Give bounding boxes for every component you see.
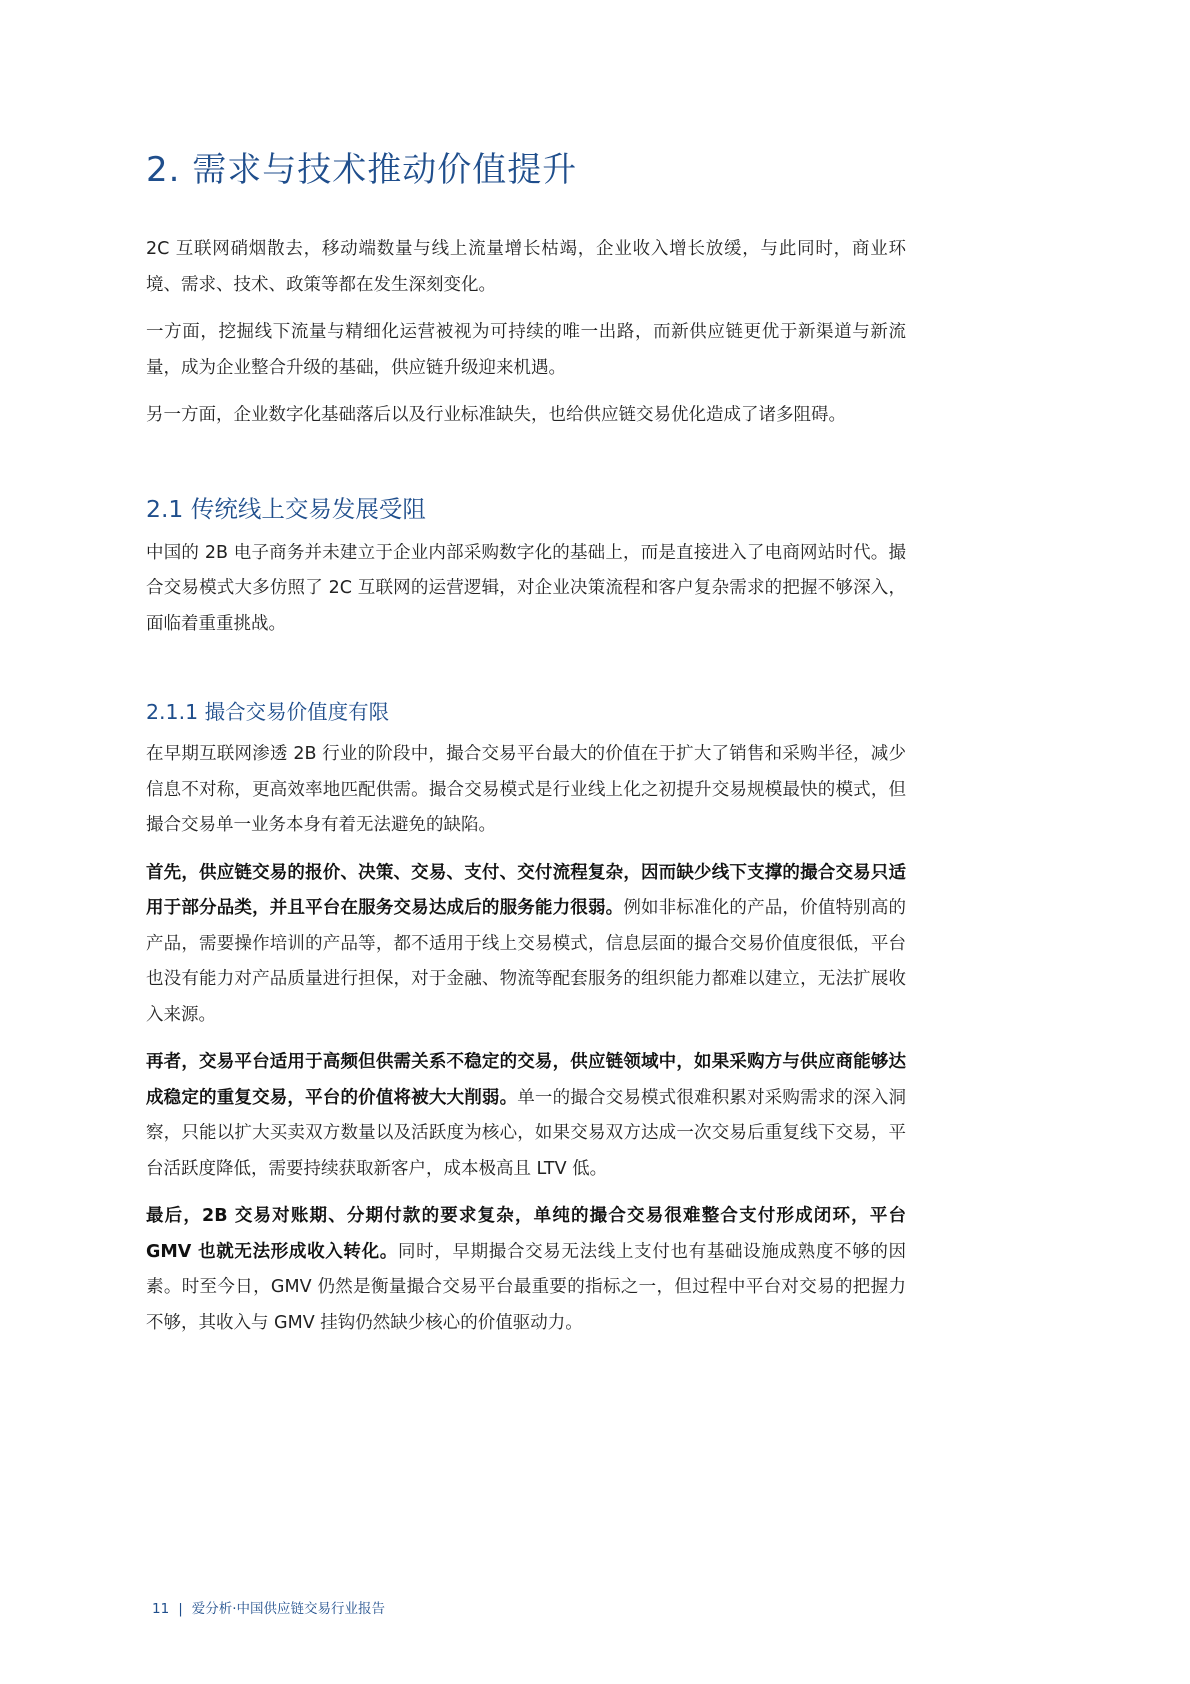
point-body-text: 单一的撮合交易模式很难积累对采购需求的深入洞察，只能以扩大买卖双方数量以及活跃度为核心，如果交易双方达成一次交易后重复线下交易，平台活跃度降低，需要持续获取新客户，成本极高且 LTV 低。 <box>146 1087 906 1179</box>
publication-title: 爱分析·中国供应链交易行业报告 <box>191 1601 386 1617</box>
point-paragraph-second <box>146 1045 906 1187</box>
point-lead-bold: 首先，供应链交易的报价、决策、交易、支付、交付流程复杂，因而缺少线下支撑的撮合交易只适用于部分品类，并且平台在服务交易达成后的服务能力很弱。 <box>146 862 906 918</box>
subsubsection-body <box>146 737 906 1341</box>
subsection-title: 2.1 传统线上交易发展受阻 <box>146 494 426 523</box>
page-footer <box>152 1599 385 1619</box>
page-number: 11 <box>152 1601 170 1617</box>
point-paragraph-third <box>146 1199 906 1341</box>
point-body-text: 例如非标准化的产品，价值特别高的产品，需要操作培训的产品等，都不适用于线上交易模式，信息层面的撮合交易价值度很低，平台也没有能力对产品质量进行担保，对于金融、物流等配套服务的组织能力都难以建立，无法扩展收入来源。 <box>146 898 907 1025</box>
section-paragraph: 一方面，挖掘线下流量与精细化运营被视为可持续的唯一出路，而新供应链更优于新渠道与新流量，成为企业整合升级的基础，供应链升级迎来机遇。 <box>146 322 906 378</box>
point-paragraph-first <box>146 856 906 1034</box>
subsubsection-intro: 在早期互联网渗透 2B 行业的阶段中，撮合交易平台最大的价值在于扩大了销售和采购半径，减少信息不对称，更高效率地匹配供需。撮合交易模式是行业线上化之初提升交易规模最快的模式，但撮合交易单一业务本身有着无法避免的缺陷。 <box>146 744 906 835</box>
subsection-body <box>146 536 906 643</box>
page-content <box>146 150 906 1353</box>
subsubsection-title: 2.1.1 撮合交易价值度有限 <box>146 700 390 724</box>
section-paragraph: 另一方面，企业数字化基础落后以及行业标准缺失，也给供应链交易优化造成了诸多阻碍。 <box>146 405 846 425</box>
footer-separator: | <box>178 1601 183 1617</box>
subsection-paragraph: 中国的 2B 电子商务并未建立于企业内部采购数字化的基础上，而是直接进入了电商网站时代。撮合交易模式大多仿照了 2C 互联网的运营逻辑，对企业决策流程和客户复杂需求的把握不够深入，面临着重重挑战。 <box>146 542 906 634</box>
point-body-text: 同时，早期撮合交易无法线上支付也有基础设施成熟度不够的因素。时至今日，GMV 仍然是衡量撮合交易平台最重要的指标之一，但过程中平台对交易的把握力不够，其收入与 GMV 挂钩仍然缺少核心的价值驱动力。 <box>146 1241 907 1333</box>
point-lead-bold: 再者，交易平台适用于高频但供需关系不稳定的交易，供应链领域中，如果采购方与供应商能够达成稳定的重复交易，平台的价值将被大大削弱。 <box>146 1052 906 1108</box>
section-intro <box>146 232 906 434</box>
section-paragraph: 2C 互联网硝烟散去，移动端数量与线上流量增长枯竭，企业收入增长放缓，与此同时，商业环境、需求、技术、政策等都在发生深刻变化。 <box>146 239 906 295</box>
point-lead-bold: 最后，2B 交易对账期、分期付款的要求复杂，单纯的撮合交易很难整合支付形成闭环，平台 GMV 也就无法形成收入转化。 <box>146 1206 906 1262</box>
section-title: 2. 需求与技术推动价值提升 <box>146 150 578 190</box>
